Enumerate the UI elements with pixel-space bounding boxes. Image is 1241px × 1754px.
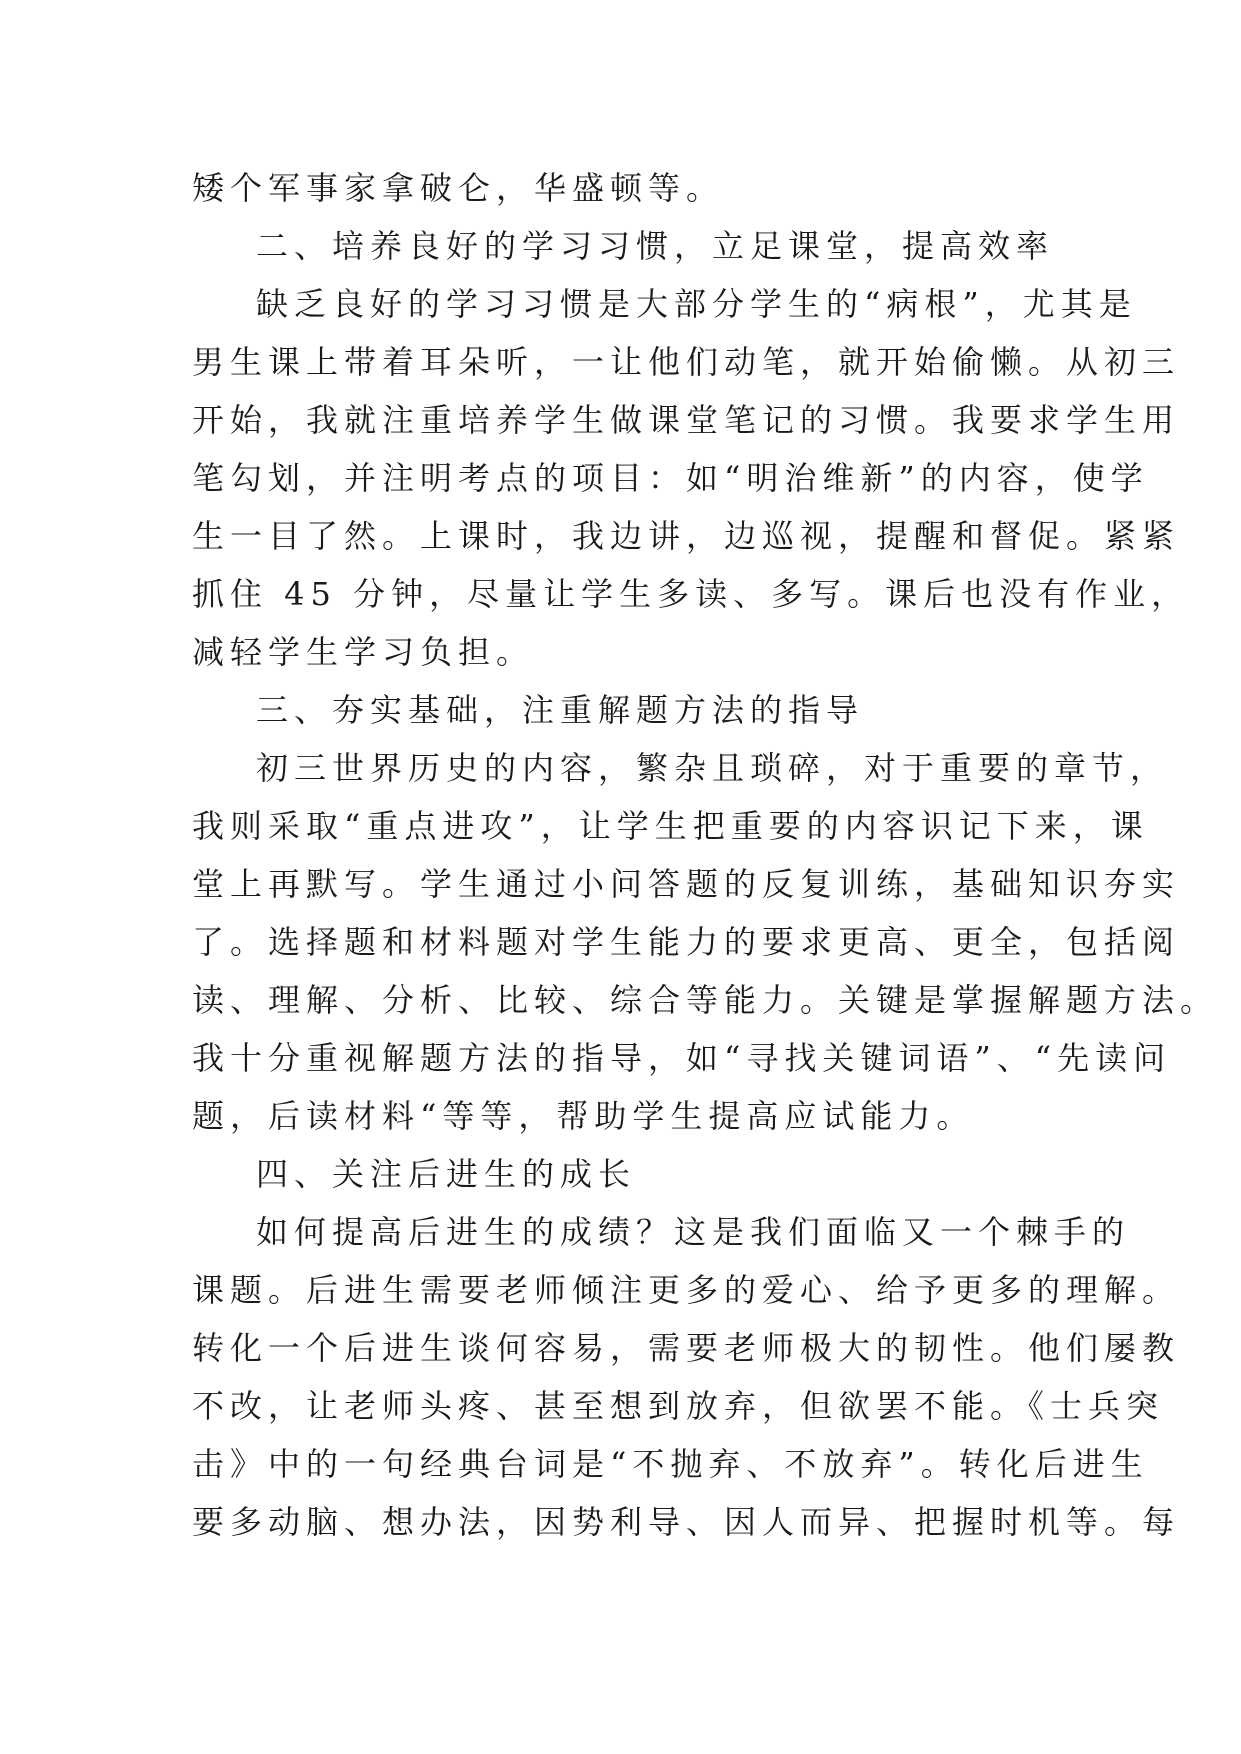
section-heading: 二、培养良好的学习习惯，立足课堂，提高效率	[256, 227, 1055, 265]
text-line: 减轻学生学习负担。	[192, 633, 535, 671]
text-line: 读、理解、分析、比较、综合等能力。关键是掌握解题方法。	[192, 981, 1219, 1019]
text-line: 题，后读材料“等等，帮助学生提高应试能力。	[192, 1097, 975, 1135]
text-line: 击》中的一句经典台词是“不抛弃、不放弃”。转化后进生	[192, 1445, 1149, 1483]
section-heading: 四、关注后进生的成长	[256, 1155, 637, 1193]
text-line: 了。选择题和材料题对学生能力的要求更高、更全，包括阅	[192, 923, 1181, 961]
text-line: 要多动脑、想办法，因势利导、因人而异、把握时机等。每	[192, 1503, 1181, 1541]
text-line: 抓住 45 分钟，尽量让学生多读、多写。课后也没有作业，	[192, 575, 1190, 613]
text-line: 我十分重视解题方法的指导，如“寻找关键词语”、“先读问	[192, 1039, 1172, 1077]
text-line: 开始，我就注重培养学生做课堂笔记的习惯。我要求学生用	[192, 401, 1181, 439]
text-line: 男生课上带着耳朵听，一让他们动笔，就开始偷懒。从初三	[192, 343, 1181, 381]
text-line: 不改，让老师头疼、甚至想到放弃，但欲罢不能。《士兵突	[192, 1387, 1165, 1425]
text-line: 笔勾划，并注明考点的项目：如“明治维新”的内容，使学	[192, 459, 1149, 497]
text-line: 生一目了然。上课时，我边讲，边巡视，提醒和督促。紧紧	[192, 517, 1181, 555]
paragraph-first-line: 缺乏良好的学习习惯是大部分学生的“病根”，尤其是	[256, 285, 1137, 323]
text-line: 转化一个后进生谈何容易，需要老师极大的韧性。他们屡教	[192, 1329, 1181, 1367]
text-line: 堂上再默写。学生通过小问答题的反复训练，基础知识夯实	[192, 865, 1181, 903]
text-line: 矮个军事家拿破仑，华盛顿等。	[192, 169, 725, 207]
text-line: 课题。后进生需要老师倾注更多的爱心、给予更多的理解。	[192, 1271, 1181, 1309]
paragraph-first-line: 初三世界历史的内容，繁杂且琐碎，对于重要的章节，	[256, 749, 1169, 787]
paragraph-first-line: 如何提高后进生的成绩？这是我们面临又一个棘手的	[256, 1213, 1131, 1251]
text-line: 我则采取“重点进攻”，让学生把重要的内容识记下来，课	[192, 807, 1149, 845]
section-heading: 三、夯实基础，注重解题方法的指导	[256, 691, 865, 729]
